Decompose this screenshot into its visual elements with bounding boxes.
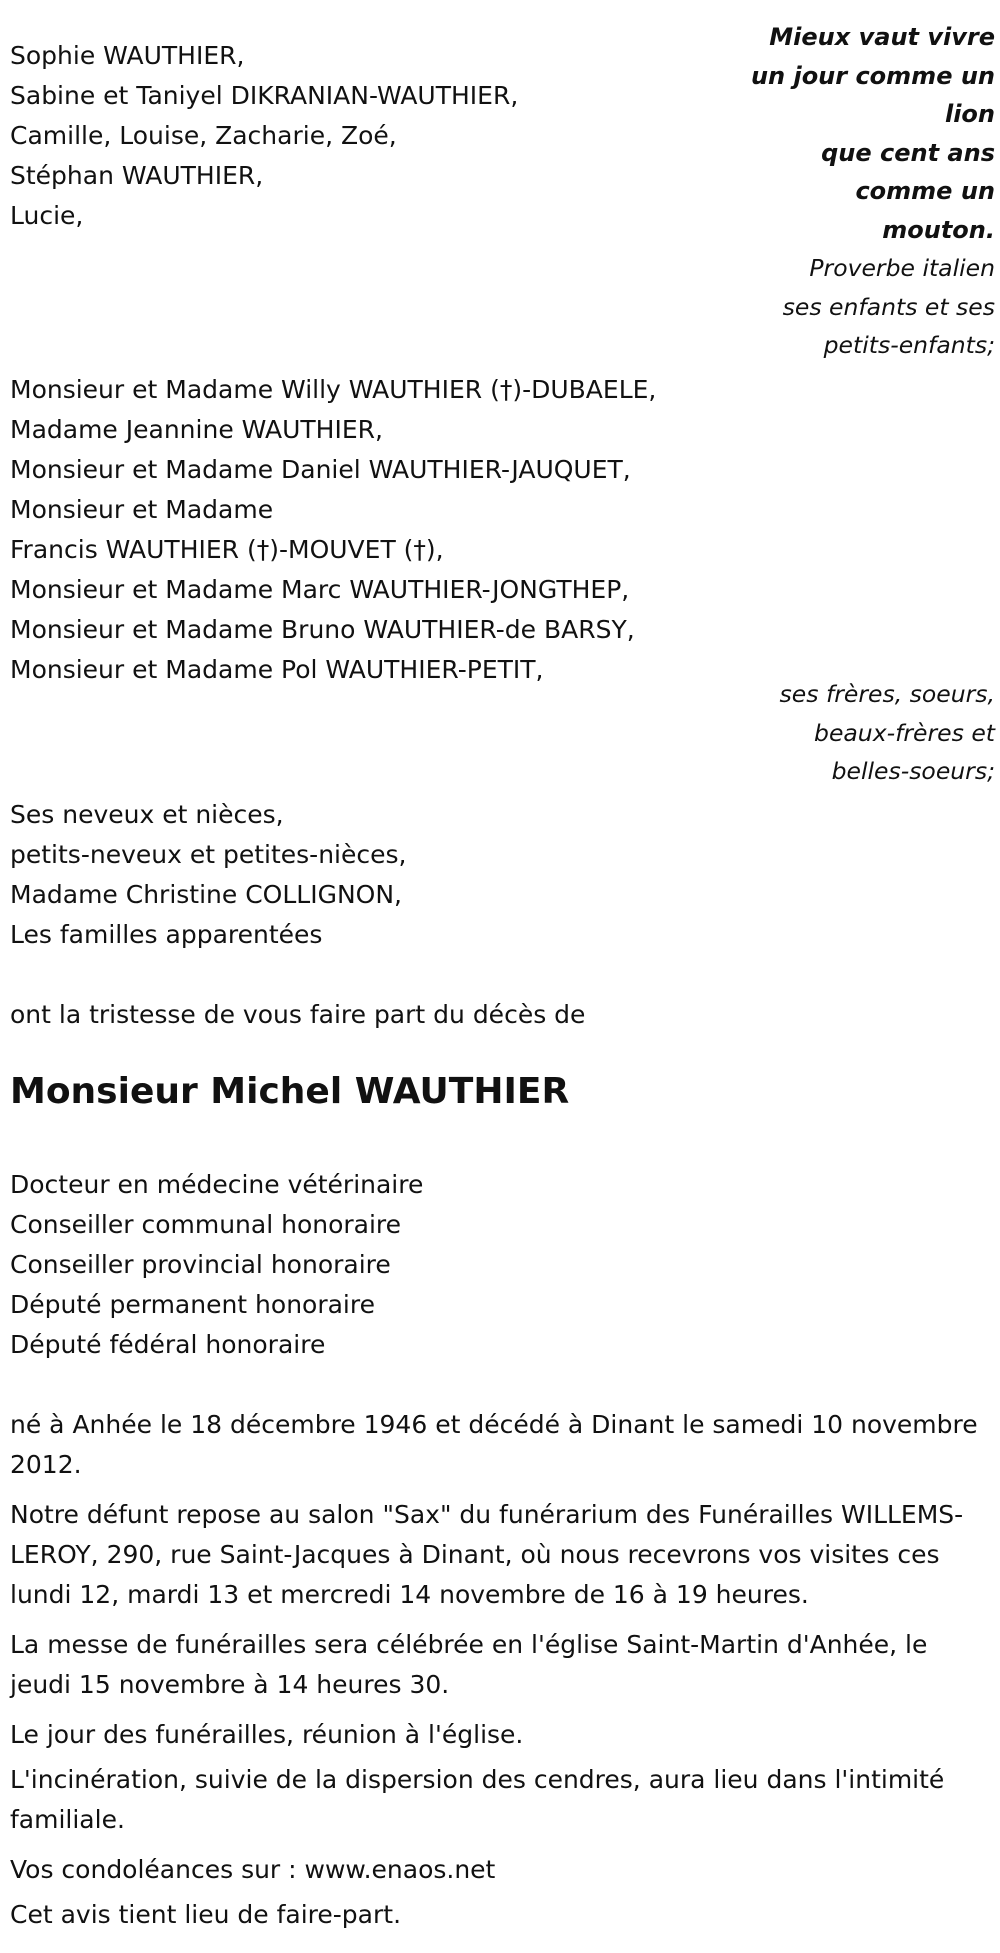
family-member: petits-neveux et petites-nièces, — [10, 840, 407, 869]
quote-source: Proverbe italien — [809, 254, 995, 282]
family-member: Lucie, — [10, 201, 84, 230]
family-member: Sabine et Taniyel DIKRANIAN-WAUTHIER, — [10, 81, 519, 110]
quote-line: lion — [944, 100, 995, 128]
cremation-paragraph: L'incinération, suivie de la dispersion des cendres, aura lieu dans l'intimité familiale. — [10, 1765, 945, 1834]
deceased-name: Monsieur Michel WAUTHIER — [10, 1071, 570, 1112]
relation-label: ses enfants et ses — [782, 292, 995, 321]
announcement-text: ont la tristesse de vous faire part du décès de — [10, 1000, 586, 1029]
children-list — [10, 36, 518, 236]
family-member: Camille, Louise, Zacharie, Zoé, — [10, 121, 397, 150]
family-member: Madame Christine COLLIGNON, — [10, 880, 402, 909]
gathering-paragraph: Le jour des funérailles, réunion à l'église. — [10, 1720, 524, 1749]
condolences-paragraph: Vos condoléances sur : www.enaos.net — [10, 1855, 496, 1884]
extended-family-list — [10, 795, 406, 955]
birth-death-paragraph: né à Anhée le 18 décembre 1946 et décédé à Dinant le samedi 10 novembre 2012. — [10, 1410, 978, 1479]
quote-line: Mieux vaut vivre — [769, 23, 995, 51]
siblings-list — [10, 370, 656, 690]
relation-label: petits-enfants; — [823, 331, 995, 359]
title-item: Docteur en médecine vétérinaire — [10, 1170, 424, 1199]
siblings-relation — [780, 675, 995, 791]
family-member: Les familles apparentées — [10, 920, 323, 949]
quote-line: un jour comme un — [750, 61, 995, 90]
quote-line: comme un — [855, 177, 995, 205]
family-member: Monsieur et Madame Pol WAUTHIER-PETIT, — [10, 655, 544, 684]
proverb-quote — [751, 18, 995, 365]
family-member: Stéphan WAUTHIER, — [10, 161, 264, 190]
family-member: Sophie WAUTHIER, — [10, 41, 245, 70]
relation-label: beaux-frères et — [814, 718, 995, 747]
title-item: Député permanent honoraire — [10, 1290, 375, 1319]
title-item: Député fédéral honoraire — [10, 1330, 326, 1359]
relation-label: ses frères, soeurs, — [779, 680, 995, 708]
viewing-paragraph: Notre défunt repose au salon "Sax" du funérarium des Funérailles WILLEMS-LEROY, 290, rue Saint-Jacques à Dinant, où nous recevrons vos visites ces lundi 12, mardi 13 et mercredi 14 novembre de 16 à 19 heures. — [10, 1500, 964, 1609]
family-member: Monsieur et Madame Daniel WAUTHIER-JAUQUET, — [10, 455, 631, 484]
title-item: Conseiller provincial honoraire — [10, 1250, 391, 1279]
title-item: Conseiller communal honoraire — [10, 1210, 402, 1239]
family-member: Madame Jeannine WAUTHIER, — [10, 415, 383, 444]
family-member: Francis WAUTHIER (†)-MOUVET (†), — [10, 535, 444, 564]
family-member: Ses neveux et nièces, — [10, 800, 284, 829]
deceased-titles — [10, 1165, 423, 1365]
quote-line: que cent ans — [821, 138, 995, 167]
notice-paragraph: Cet avis tient lieu de faire-part. — [10, 1900, 402, 1929]
family-member: Monsieur et Madame Marc WAUTHIER-JONGTHEP, — [10, 575, 630, 604]
family-member: Monsieur et Madame — [10, 495, 274, 524]
family-member: Monsieur et Madame Willy WAUTHIER (†)-DUBAELE, — [10, 375, 657, 404]
family-member: Monsieur et Madame Bruno WAUTHIER-de BARSY, — [10, 615, 635, 644]
mass-paragraph: La messe de funérailles sera célébrée en l'église Saint-Martin d'Anhée, le jeudi 15 novembre à 14 heures 30. — [10, 1630, 928, 1699]
relation-label: belles-soeurs; — [831, 757, 995, 785]
quote-line: mouton. — [882, 215, 995, 244]
